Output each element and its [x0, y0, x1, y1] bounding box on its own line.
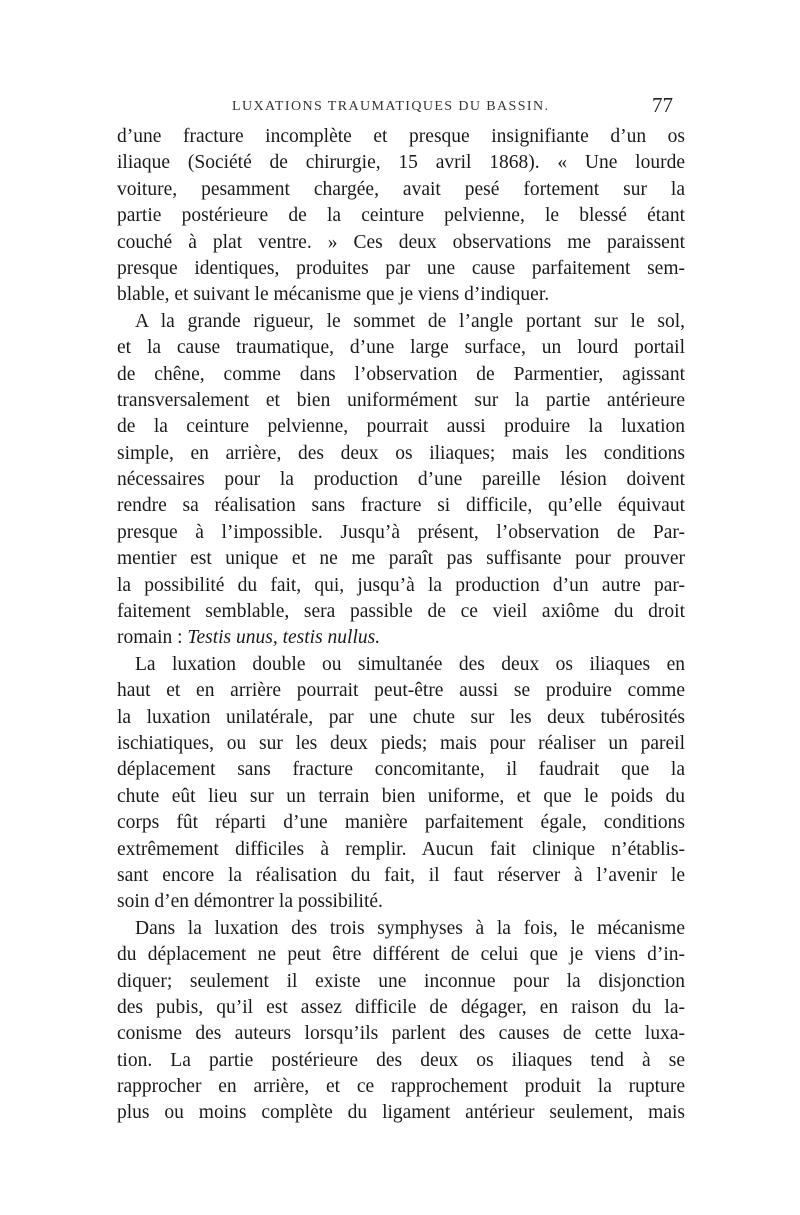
text-line: rapprocher en arrière, et ce rapprochement produit la rupture [117, 1076, 685, 1098]
text-line: simple, en arrière, des deux os iliaques; mais les conditions [117, 442, 685, 464]
text-line: la possibilité du fait, qui, jusqu’à la production d’un autre par- [117, 574, 685, 596]
text-line: nécessaires pour la production d’une pareille lésion doivent [117, 469, 685, 491]
text-line: voiture, pesamment chargée, avait pesé fortement sur la [117, 178, 685, 200]
running-title: LUXATIONS TRAUMATIQUES DU BASSIN. [232, 99, 550, 114]
text-line: de la ceinture pelvienne, pourrait aussi produire la luxation [117, 416, 685, 438]
text-line: rendre sa réalisation sans fracture si difficile, qu’elle équivaut [117, 495, 685, 517]
text-line: chute eût lieu sur un terrain bien uniforme, et que le poids du [117, 785, 685, 807]
text-line: du déplacement ne peut être différent de celui que je viens d’in- [117, 944, 685, 966]
text-line: des pubis, qu’il est assez difficile de dégager, en raison du la- [117, 996, 685, 1018]
text-line: partie postérieure de la ceinture pelvienne, le blessé étant [117, 205, 685, 227]
body-text [117, 124, 685, 1127]
text-line: corps fût réparti d’une manière parfaitement égale, conditions [117, 812, 685, 834]
text-line: soin d’en démontrer la possibilité. [117, 891, 383, 913]
text-line: déplacement sans fracture concomitante, il faudrait que la [117, 759, 685, 781]
text-line: de chêne, comme dans l’observation de Parmentier, agissant [117, 363, 685, 385]
text-line: faitement semblable, sera passible de ce vieil axiôme du droit [117, 601, 685, 623]
text-line: transversalement et bien uniformément sur la partie antérieure [117, 389, 685, 411]
text-line: mentier est unique et ne me paraît pas suffisante pour prouver [117, 548, 685, 570]
paragraph-start: Dans la luxation des trois symphyses à la fois, le mécanisme [135, 917, 685, 939]
text-line: presque identiques, produites par une cause parfaitement sem- [117, 257, 685, 279]
paragraph-start: La luxation double ou simultanée des deux os iliaques en [135, 653, 685, 675]
text-line: haut et en arrière pourrait peut-être aussi se produire comme [117, 680, 685, 702]
text-fragment: romain : [117, 627, 183, 649]
text-line: ischiatiques, ou sur les deux pieds; mais pour réaliser un pareil [117, 732, 685, 754]
text-line: presque à l’impossible. Jusqu’à présent, l’observation de Par- [117, 521, 685, 543]
paragraph-start: A la grande rigueur, le sommet de l’angle portant sur le sol, [135, 310, 685, 332]
latin-maxim: Testis unus, testis nullus. [187, 627, 381, 649]
text-line: blable, et suivant le mécanisme que je viens d’indiquer. [117, 284, 550, 306]
text-line: conisme des auteurs lorsqu’ils parlent des causes de cette luxa- [117, 1023, 685, 1045]
text-line: iliaque (Société de chirurgie, 15 avril 1868). « Une lourde [117, 152, 685, 174]
text-line: d’une fracture incomplète et presque insignifiante d’un os [117, 126, 685, 147]
text-line: la luxation unilatérale, par une chute sur les deux tubérosités [117, 706, 685, 728]
text-line: extrêmement difficiles à remplir. Aucun fait clinique n’établis- [117, 838, 685, 860]
text-line [117, 625, 685, 651]
text-line: plus ou moins complète du ligament antérieur seulement, mais [117, 1102, 685, 1124]
text-line: couché à plat ventre. » Ces deux observations me paraissent [117, 231, 685, 253]
page-number: 77 [652, 93, 673, 117]
text-line: diquer; seulement il existe une inconnue pour la disjonction [117, 970, 685, 992]
text-line: tion. La partie postérieure des deux os iliaques tend à se [117, 1049, 685, 1071]
text-line: sant encore la réalisation du fait, il faut réserver à l’avenir le [117, 864, 685, 886]
text-line: et la cause traumatique, d’une large surface, un lourd portail [117, 337, 685, 359]
